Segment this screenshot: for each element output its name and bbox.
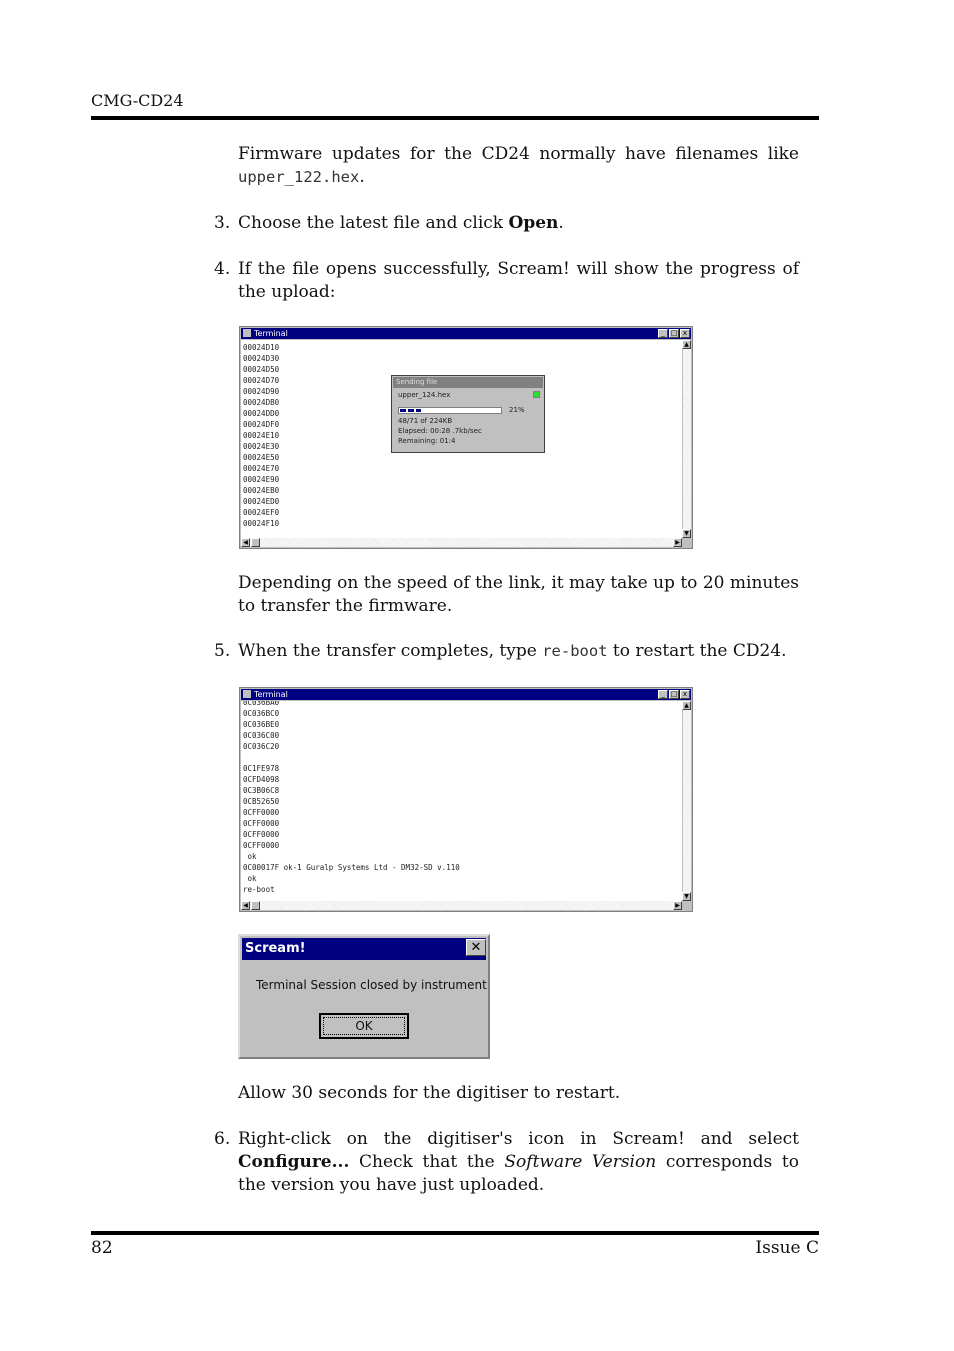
page-number: 82: [91, 1238, 113, 1258]
scroll-left-icon[interactable]: ◀: [241, 901, 250, 910]
terminal-2-lines: 0C036BA0 0C036BC0 0C036BE0 0C036C00 0C036C20 0C1FE978 0CFD4098 0C3B06C8 0CB52650 0CFF0000 0CFF0000 0CFF0000 0CFF0000 ok 0C00017F ok-1 Guralp Systems Ltd - DM32-SD v.110 ok re-boot: [243, 701, 460, 894]
terminal-1-titlebar: [241, 328, 691, 339]
minimize-button[interactable]: _: [658, 690, 668, 699]
step-5-code: re-boot: [542, 642, 608, 660]
step-6-software-version: Software Version: [504, 1152, 657, 1172]
terminal-app-icon: [243, 690, 251, 698]
scream-dialog-message: Terminal Session closed by instrument: [256, 978, 487, 992]
step-5-number: 5.: [214, 641, 231, 661]
close-button[interactable]: x: [680, 329, 690, 338]
upload-size: 48/71 of 224KB: [398, 417, 453, 425]
terminal-1-horizontal-scrollbar[interactable]: [241, 538, 682, 547]
intro-paragraph: [238, 143, 799, 189]
terminal-window-2: [239, 687, 693, 912]
terminal-app-icon: [243, 329, 251, 337]
step-3-end: .: [558, 213, 564, 233]
scroll-down-icon[interactable]: ▼: [682, 529, 691, 538]
terminal-2-title: Terminal: [254, 690, 288, 699]
terminal-2-output[interactable]: [241, 701, 682, 901]
scroll-thumb[interactable]: [251, 538, 260, 547]
scroll-up-icon[interactable]: ▲: [682, 340, 691, 349]
ok-button[interactable]: [319, 1013, 409, 1039]
minimize-button[interactable]: _: [658, 329, 668, 338]
intro-text: Firmware updates for the CD24 normally have filenames like: [238, 144, 799, 164]
terminal-2-titlebar: [241, 689, 691, 700]
maximize-button[interactable]: □: [670, 329, 678, 337]
restart-paragraph: Allow 30 seconds for the digitiser to restart.: [238, 1083, 621, 1103]
step-5-body-b: to restart the CD24.: [607, 641, 787, 661]
issue-label: Issue C: [755, 1238, 819, 1258]
terminal-1-lines: 00024D10 00024D30 00024D50 00024D70 00024D90 00024DB0 00024DD0 00024DF0 00024E10 00024E30 00024E50 00024E70 00024E90 00024EB0 00024ED0 00024EF0 00024F10: [243, 343, 280, 528]
dialog-close-icon[interactable]: ✕: [466, 939, 486, 956]
terminal-1-output[interactable]: [241, 340, 682, 538]
close-button[interactable]: x: [680, 690, 690, 699]
terminal-2-horizontal-scrollbar[interactable]: [241, 901, 682, 910]
terminal-2-vertical-scrollbar[interactable]: [682, 701, 691, 901]
step-5-body-a: When the transfer completes, type: [238, 641, 543, 661]
step-3-open: Open: [508, 213, 559, 233]
transfer-time-paragraph: Depending on the speed of the link, it may take up to 20 minutes to transfer the firmware.: [238, 573, 799, 616]
upload-elapsed: Elapsed: 00:28 .7kb/sec: [398, 427, 482, 435]
step-6-configure: Configure...: [238, 1152, 350, 1172]
scream-dialog: [238, 934, 490, 1059]
upload-progress-fill: [400, 409, 421, 412]
scroll-left-icon[interactable]: ◀: [241, 538, 250, 547]
status-led-icon: [533, 391, 540, 398]
terminal-1-vertical-scrollbar[interactable]: [682, 340, 691, 538]
step-4-number: 4.: [214, 259, 231, 279]
step-6-body-c: corresponds to the version you have just uploaded.: [238, 1152, 799, 1195]
scroll-down-icon[interactable]: ▼: [682, 892, 691, 901]
step-6-number: 6.: [214, 1129, 231, 1149]
step-5-text: [238, 640, 799, 663]
step-3-text: [238, 212, 799, 235]
step-3-body: Choose the latest file and click: [238, 213, 509, 233]
sending-file-dialog: [391, 375, 545, 453]
step-6-body-b: Check that the: [349, 1152, 505, 1172]
sending-file-title: Sending file: [393, 377, 543, 388]
header-rule: [91, 116, 819, 120]
scream-dialog-title: Scream!: [242, 938, 486, 960]
maximize-button[interactable]: □: [670, 690, 678, 698]
scroll-right-icon[interactable]: ▶: [673, 901, 682, 910]
step-4-text: If the file opens successfully, Scream! will show the progress of the upload:: [238, 259, 799, 302]
sending-filename: upper_124.hex: [398, 391, 451, 399]
step-6-body-a: Right-click on the digitiser's icon in Scream! and select: [238, 1129, 799, 1149]
scroll-right-icon[interactable]: ▶: [673, 538, 682, 547]
footer-rule: [91, 1231, 819, 1235]
running-header: CMG-CD24: [91, 91, 184, 110]
upload-percent: 21%: [509, 406, 525, 414]
step-3-number: 3.: [214, 213, 231, 233]
upload-remaining: Remaining: 01:4: [398, 437, 456, 445]
ok-button-label: OK: [323, 1017, 405, 1035]
terminal-window-1: [239, 326, 693, 549]
upload-progress-bar: [398, 407, 502, 414]
terminal-1-title: Terminal: [254, 329, 288, 338]
scroll-thumb[interactable]: [251, 901, 260, 910]
intro-end: .: [359, 167, 365, 187]
step-6-text: [238, 1128, 799, 1197]
intro-filename: upper_122.hex: [238, 168, 360, 186]
scroll-up-icon[interactable]: ▲: [682, 701, 691, 710]
